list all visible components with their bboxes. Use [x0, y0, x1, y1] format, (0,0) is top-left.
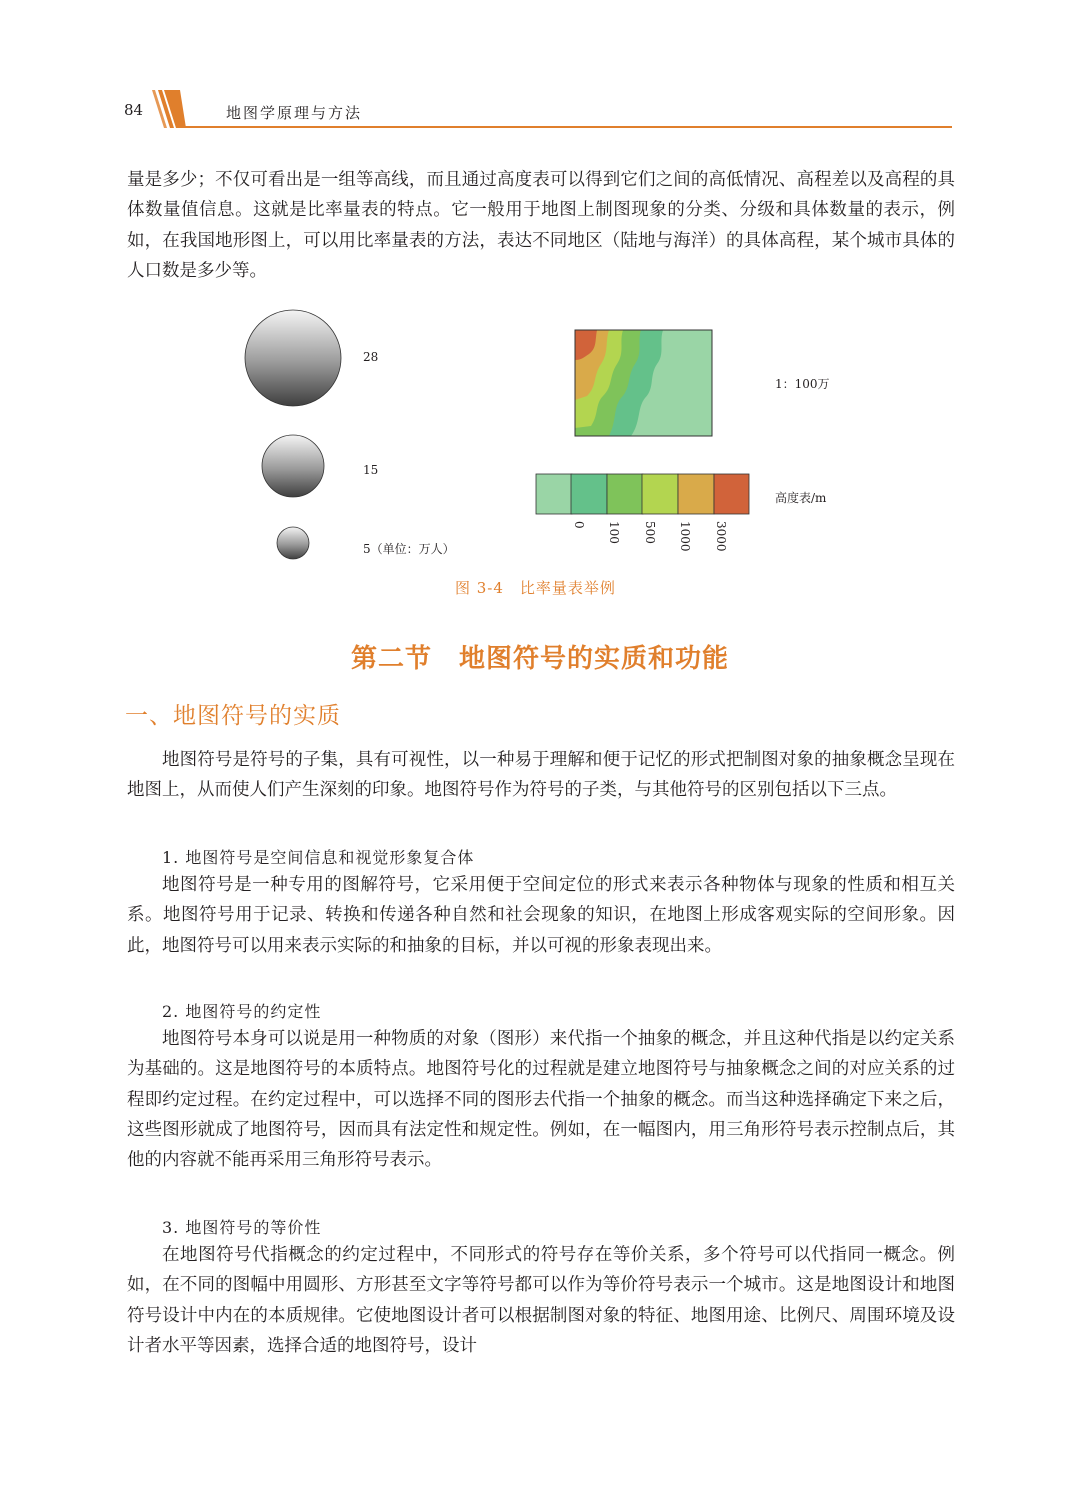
contour-map [575, 330, 712, 436]
figure-3-4 [235, 300, 855, 565]
legend-swatch-500 [607, 474, 643, 514]
subsection-title: 一、地图符号的实质 [125, 703, 341, 729]
circle-label-28: 28 [363, 350, 379, 364]
legend-swatch-1000 [642, 474, 678, 514]
item-1-heading: 1. 地图符号是空间信息和视觉形象复合体 [162, 848, 475, 867]
figure-caption: 图 3-4 比率量表举例 [455, 579, 616, 597]
scale-label: 1：100万 [775, 377, 830, 391]
legend-title: 高度表/m [775, 491, 827, 505]
circle-label-15: 15 [363, 463, 379, 477]
item-1-text: 地图符号是一种专用的图解符号，它采用便于空间定位的形式来表示各种物体与现象的性质和相互关系。地图符号用于记录、转换和传递各种自然和社会现象的知识，在地图上形成客观实际的空间形象。因此，地图符号可以用来表示实际的和抽象的目标，并以可视的形象表现出来。 [127, 875, 955, 956]
header-rule [180, 126, 952, 128]
legend-tick-100: 100 [607, 521, 621, 544]
legend-tick-1000: 1000 [678, 521, 692, 552]
legend-swatch-0 [536, 474, 572, 514]
circle-symbol-large [245, 310, 341, 406]
item-3-heading: 3. 地图符号的等价性 [162, 1218, 322, 1237]
page-number: 84 [124, 101, 144, 119]
circle-label-5: 5（单位：万人） [363, 542, 455, 556]
item-3-text: 在地图符号代指概念的约定过程中，不同形式的符号存在等价关系，多个符号可以代指同一概念。例如，在不同的图幅中用圆形、方形甚至文字等符号都可以作为等价符号表示一个城市。这是地图设计和地图符号设计中内在的本质规律。它使地图设计者可以根据制图对象的特征、地图用途、比例尺、周围环境及设计者水平等因素，选择合适的地图符号，设计 [127, 1245, 955, 1356]
item-2-text: 地图符号本身可以说是用一种物质的对象（图形）来代指一个抽象的概念，并且这种代指是以约定关系为基础的。这是地图符号的本质特点。地图符号化的过程就是建立地图符号与抽象概念之间的对应关系的过程即约定过程。在约定过程中，可以选择不同的图形去代指一个抽象的概念。而当这种选择确定下来之后，这些图形就成了地图符号，因而具有法定性和规定性。例如，在一幅图内，用三角形符号表示控制点后，其他的内容就不能再采用三角形符号表示。 [127, 1029, 955, 1171]
item-2-heading: 2. 地图符号的约定性 [162, 1002, 322, 1021]
header-stripes-icon [150, 90, 186, 128]
intro-paragraph: 量是多少；不仅可看出是一组等高线，而且通过高度表可以得到它们之间的高低情况、高程差以及高程的具体数量值信息。这就是比率量表的特点。它一般用于地图上制图现象的分类、分级和具体数量的表示，例如，在我国地形图上，可以用比率量表的方法，表达不同地区（陆地与海洋）的具体高程，某个城市具体的人口数是多少等。 [127, 170, 955, 281]
paragraph-1: 地图符号是符号的子集，具有可视性，以一种易于理解和便于记忆的形式把制图对象的抽象概念呈现在地图上，从而使人们产生深刻的印象。地图符号作为符号的子类，与其他符号的区别包括以下三点。 [127, 750, 955, 801]
legend-tick-0: 0 [572, 521, 586, 529]
section-title: 第二节 地图符号的实质和功能 [350, 644, 729, 674]
height-legend [536, 474, 749, 552]
legend-swatch-max [714, 474, 749, 514]
legend-swatch-3000 [678, 474, 714, 514]
legend-swatch-100 [571, 474, 607, 514]
legend-tick-3000: 3000 [714, 521, 728, 552]
circle-symbol-medium [262, 435, 324, 497]
circle-symbol-small [277, 527, 309, 559]
book-title: 地图学原理与方法 [226, 104, 363, 122]
legend-tick-500: 500 [643, 521, 657, 544]
